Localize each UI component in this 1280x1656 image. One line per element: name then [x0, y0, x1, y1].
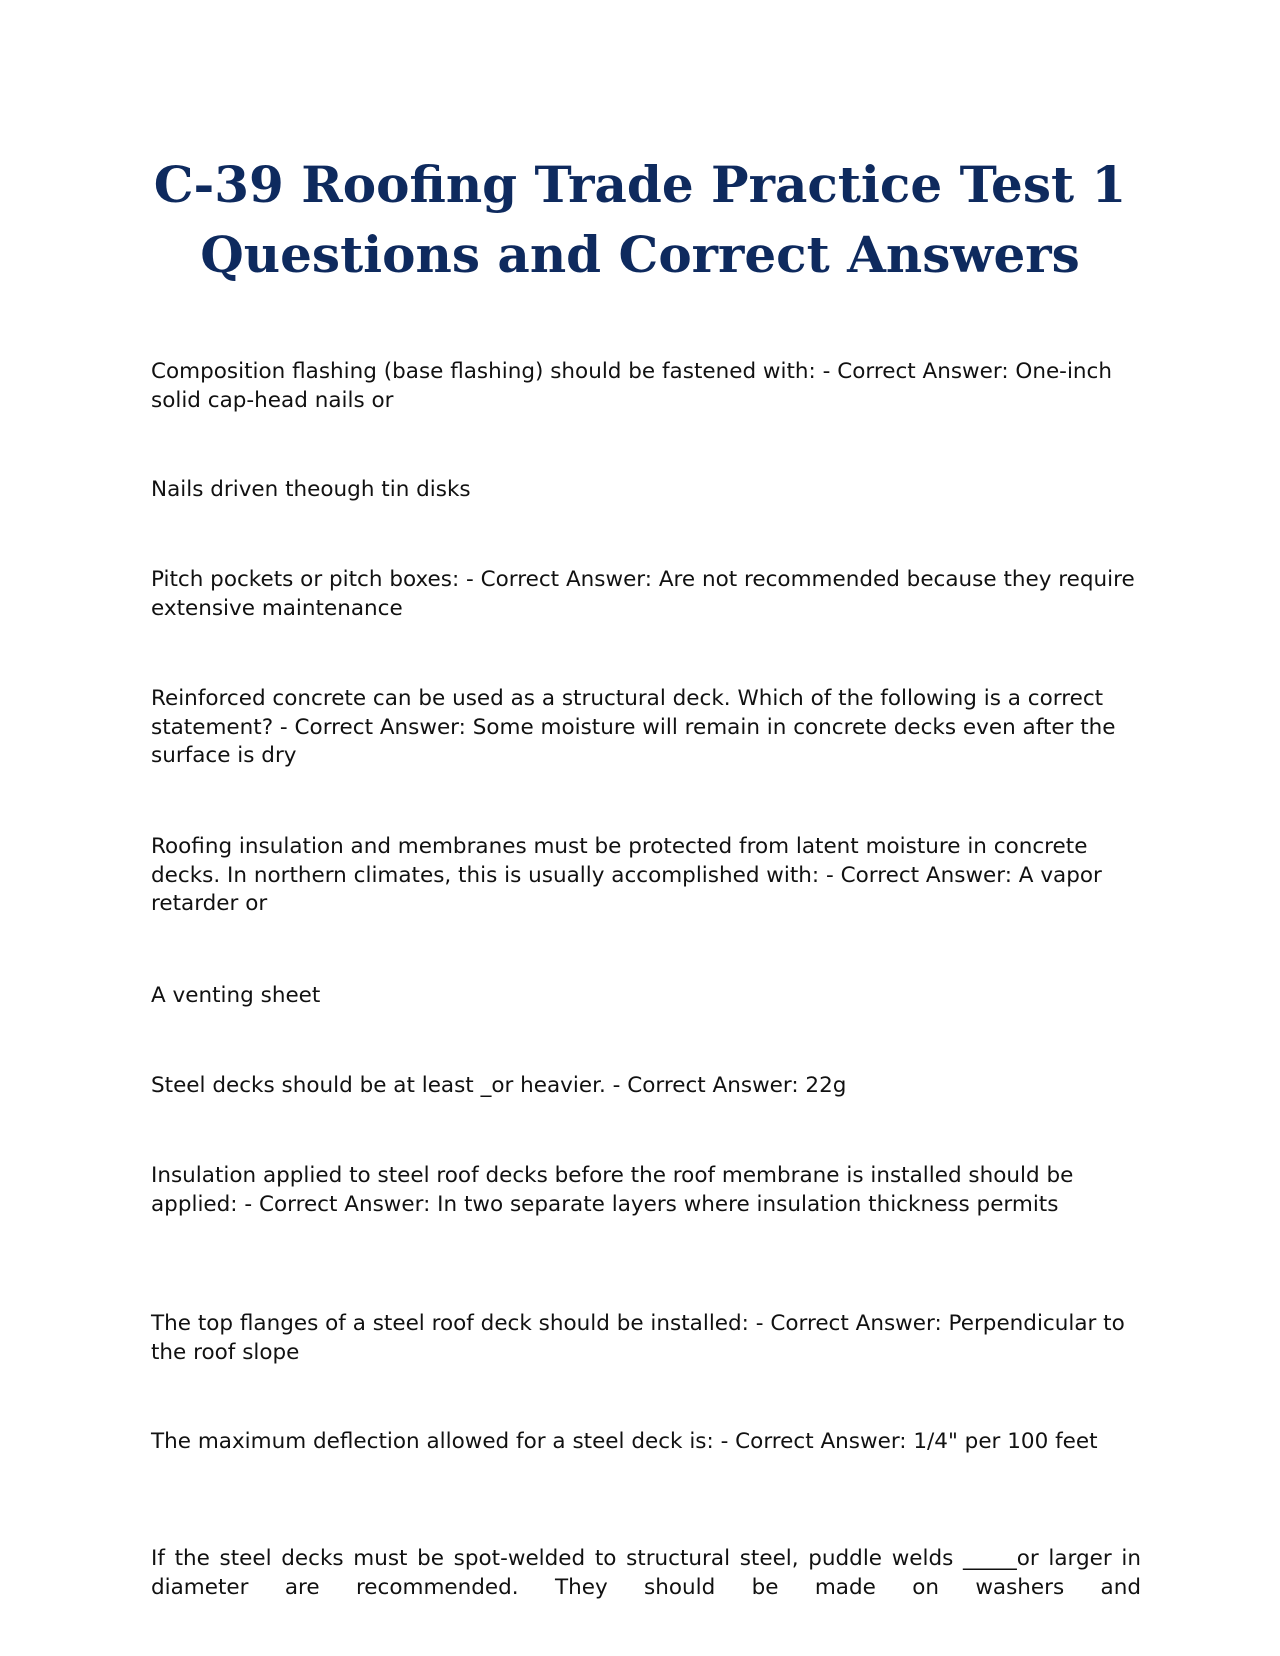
qa-paragraph: Composition flashing (base flashing) should be fastened with: - Correct Answer: One-inch solid cap-head nails or: [151, 359, 1112, 413]
qa-paragraph: If the steel decks must be spot-welded to structural steel, puddle welds _____or larger in diameter are recommended. They should be made on washers and: [151, 1546, 1141, 1600]
qa-paragraph: Pitch pockets or pitch boxes: - Correct Answer: Are not recommended because they require extensive maintenance: [151, 567, 1135, 621]
qa-paragraph: Nails driven theough tin disks: [151, 477, 471, 502]
qa-paragraph: Reinforced concrete can be used as a structural deck. Which of the following is a correct statement? - Correct Answer: Some moisture will remain in concrete decks even after the surface is dry: [151, 686, 1116, 768]
document-title-line-2: Questions and Correct Answers: [200, 225, 1080, 284]
document-title: [100, 150, 1180, 290]
document-title-line-1: C-39 Roofing Trade Practice Test 1: [153, 155, 1127, 214]
qa-paragraph: The maximum deflection allowed for a steel deck is: - Correct Answer: 1/4" per 100 feet: [151, 1429, 1098, 1454]
qa-paragraph: The top flanges of a steel roof deck should be installed: - Correct Answer: Perpendicular to the roof slope: [151, 1311, 1125, 1365]
qa-paragraph: A venting sheet: [151, 983, 321, 1008]
qa-paragraph: Steel decks should be at least _or heavier. - Correct Answer: 22g: [151, 1073, 847, 1098]
qa-paragraph: Insulation applied to steel roof decks before the roof membrane is installed should be applied: - Correct Answer: In two separate layers where insulation thickness permits: [151, 1163, 1074, 1217]
qa-paragraph: Roofing insulation and membranes must be protected from latent moisture in concrete decks. In northern climates, this is usually accomplished with: - Correct Answer: A vapor retarder or: [151, 834, 1102, 916]
